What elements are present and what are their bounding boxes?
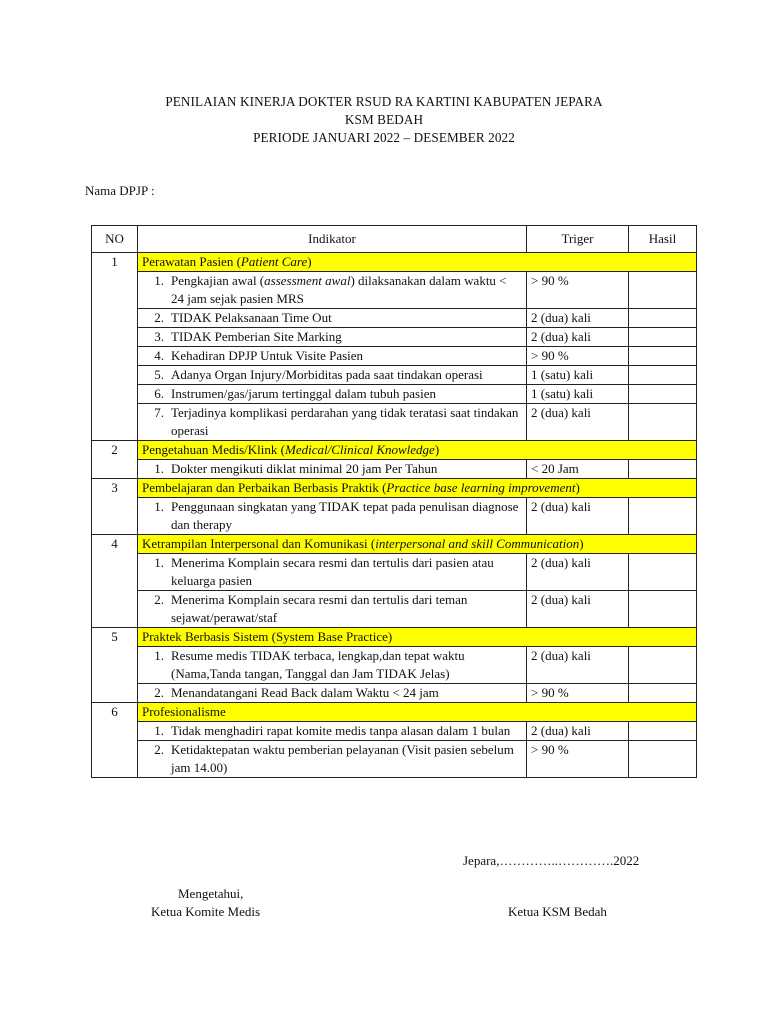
left-signer: Ketua Komite Medis [151, 904, 261, 919]
indicator-cell [138, 366, 527, 385]
section-number: 2 [92, 441, 138, 479]
table-body [92, 253, 697, 778]
indicator-cell [138, 684, 527, 703]
indicator-item [142, 272, 522, 308]
item-number: 2. [154, 310, 164, 325]
table-row [92, 385, 697, 404]
section-title-end: ) [575, 480, 580, 495]
section-title [138, 441, 697, 460]
section-title-text: Ketrampilan Interpersonal dan Komunikasi ( [142, 536, 376, 551]
section-title-end: ) [579, 536, 584, 551]
section-title [138, 253, 697, 272]
hasil-cell[interactable] [629, 684, 697, 703]
hasil-cell[interactable] [629, 647, 697, 684]
item-text [171, 460, 522, 478]
item-number: 7. [154, 405, 164, 420]
item-text [171, 272, 522, 308]
indicator-item [142, 722, 522, 740]
table-header-row [92, 226, 697, 253]
item-text-italic: assessment awal [264, 273, 351, 288]
section-row [92, 703, 697, 722]
table-row [92, 366, 697, 385]
item-text-end: ) dilaksanakan dalam waktu < 24 jam sejak pasien MRS [171, 273, 507, 306]
section-title-italic: interpersonal and skill Communication [375, 536, 580, 551]
item-number: 1. [154, 723, 164, 738]
trigger-cell: 1 (satu) kali [527, 385, 629, 404]
section-title-italic: Practice base learning improvement [386, 480, 576, 495]
table-row [92, 498, 697, 535]
item-number: 6. [154, 386, 164, 401]
section-title-text: Pengetahuan Medis/Klink ( [142, 442, 285, 457]
table-row [92, 741, 697, 778]
indicator-item [142, 647, 522, 683]
section-number: 6 [92, 703, 138, 778]
indicator-item [142, 591, 522, 627]
item-number: 4. [154, 348, 164, 363]
item-text-main: Instrumen/gas/jarum tertinggal dalam tubuh pasien [171, 386, 436, 401]
item-text-main: TIDAK Pelaksanaan Time Out [171, 310, 332, 325]
trigger-cell: > 90 % [527, 347, 629, 366]
title-line-2: KSM BEDAH [344, 112, 424, 127]
section-title [138, 703, 697, 722]
dpjp-name-label: Nama DPJP : [85, 183, 155, 198]
indicator-cell [138, 722, 527, 741]
item-text [171, 328, 522, 346]
item-text [171, 647, 522, 683]
item-text-main: Resume medis TIDAK terbaca, lengkap,dan tepat waktu (Nama,Tanda tangan, Tanggal dan Jam TIDAK Jelas) [171, 648, 465, 681]
section-title [138, 479, 697, 498]
indicator-item [142, 385, 522, 403]
section-title [138, 535, 697, 554]
title-line-3: PERIODE JANUARI 2022 – DESEMBER 2022 [253, 130, 515, 145]
indicator-cell [138, 460, 527, 479]
item-text [171, 347, 522, 365]
hasil-cell[interactable] [629, 741, 697, 778]
header-indikator: Indikator [138, 226, 527, 253]
indicator-item [142, 404, 522, 440]
item-text [171, 366, 522, 384]
section-title-text: Perawatan Pasien ( [142, 254, 241, 269]
section-number: 4 [92, 535, 138, 628]
item-text [171, 404, 522, 440]
section-title-text: Profesionalisme [142, 704, 226, 719]
indicator-item [142, 741, 522, 777]
trigger-cell: > 90 % [527, 684, 629, 703]
hasil-cell[interactable] [629, 722, 697, 741]
place-date: Jepara,…………..………….2022 [463, 853, 640, 868]
document-title [0, 93, 768, 147]
item-text-main: Terjadinya komplikasi perdarahan yang tidak teratasi saat tindakan operasi [171, 405, 519, 438]
item-number: 1. [154, 555, 164, 570]
table-row [92, 684, 697, 703]
item-text-main: Dokter mengikuti diklat minimal 20 jam Per Tahun [171, 461, 438, 476]
indicator-item [142, 328, 522, 346]
item-number: 5. [154, 367, 164, 382]
item-text-main: Pengkajian awal ( [171, 273, 265, 288]
item-number: 2. [154, 742, 164, 757]
trigger-cell: 1 (satu) kali [527, 366, 629, 385]
indicator-cell [138, 591, 527, 628]
title-line-1: PENILAIAN KINERJA DOKTER RSUD RA KARTINI KABUPATEN JEPARA [165, 94, 603, 109]
item-number: 1. [154, 648, 164, 663]
hasil-cell[interactable] [629, 404, 697, 441]
performance-table [91, 225, 697, 778]
hasil-cell[interactable] [629, 385, 697, 404]
section-title [138, 628, 697, 647]
item-text [171, 309, 522, 327]
item-number: 3. [154, 329, 164, 344]
item-text-main: TIDAK Pemberian Site Marking [171, 329, 342, 344]
section-title-text: Pembelajaran dan Perbaikan Berbasis Praktik ( [142, 480, 387, 495]
indicator-item [142, 460, 522, 478]
table-row [92, 328, 697, 347]
section-title-end: ) [434, 442, 440, 457]
hasil-cell[interactable] [629, 460, 697, 479]
section-title-end: ) [307, 254, 312, 269]
header-hasil: Hasil [629, 226, 697, 253]
indicator-item [142, 309, 522, 327]
item-number: 1. [154, 273, 164, 288]
section-row [92, 479, 697, 498]
mengetahui-label: Mengetahui, [178, 886, 244, 901]
section-title-text: Praktek Berbasis Sistem (System Base Practice) [142, 629, 393, 644]
hasil-cell[interactable] [629, 591, 697, 628]
item-number: 2. [154, 685, 164, 700]
item-text-main: Ketidaktepatan waktu pemberian pelayanan (Visit pasien sebelum jam 14.00) [171, 742, 514, 775]
section-row [92, 535, 697, 554]
trigger-cell: 2 (dua) kali [527, 309, 629, 328]
trigger-cell: 2 (dua) kali [527, 554, 629, 591]
table-row [92, 460, 697, 479]
item-text-main: Kehadiran DPJP Untuk Visite Pasien [171, 348, 364, 363]
item-text [171, 385, 522, 403]
trigger-cell: 2 (dua) kali [527, 404, 629, 441]
table-row [92, 404, 697, 441]
section-number: 3 [92, 479, 138, 535]
hasil-cell[interactable] [629, 554, 697, 591]
trigger-cell: 2 (dua) kali [527, 498, 629, 535]
item-text [171, 684, 522, 702]
item-number: 1. [154, 461, 164, 476]
indicator-cell [138, 741, 527, 778]
section-number: 5 [92, 628, 138, 703]
table-row [92, 347, 697, 366]
trigger-cell: 2 (dua) kali [527, 647, 629, 684]
trigger-cell: > 90 % [527, 741, 629, 778]
header-triger: Triger [527, 226, 629, 253]
table-row [92, 722, 697, 741]
item-number: 1. [154, 499, 164, 514]
indicator-cell [138, 385, 527, 404]
indicator-item [142, 554, 522, 590]
table-row [92, 554, 697, 591]
indicator-cell [138, 554, 527, 591]
indicator-item [142, 366, 522, 384]
section-title-italic: Patient Care [240, 254, 308, 269]
indicator-cell [138, 498, 527, 535]
indicator-cell [138, 328, 527, 347]
indicator-cell [138, 309, 527, 328]
header-no: NO [92, 226, 138, 253]
table-row [92, 591, 697, 628]
indicator-item [142, 347, 522, 365]
item-text [171, 591, 522, 627]
hasil-cell[interactable] [629, 272, 697, 309]
table-row [92, 309, 697, 328]
right-signer: Ketua KSM Bedah [508, 904, 607, 919]
table-row [92, 647, 697, 684]
item-number: 2. [154, 592, 164, 607]
trigger-cell: 2 (dua) kali [527, 328, 629, 347]
table-row [92, 272, 697, 309]
hasil-cell[interactable] [629, 328, 697, 347]
indicator-cell [138, 272, 527, 309]
item-text-main: Menerima Komplain secara resmi dan tertulis dari pasien atau keluarga pasien [171, 555, 494, 588]
indicator-item [142, 498, 522, 534]
section-row [92, 441, 697, 460]
item-text [171, 554, 522, 590]
trigger-cell: 2 (dua) kali [527, 722, 629, 741]
indicator-item [142, 684, 522, 702]
item-text [171, 498, 522, 534]
indicator-cell [138, 404, 527, 441]
item-text-main: Tidak menghadiri rapat komite medis tanpa alasan dalam 1 bulan [171, 723, 511, 738]
item-text-main: Menandatangani Read Back dalam Waktu < 24 jam [171, 685, 439, 700]
hasil-cell[interactable] [629, 347, 697, 366]
item-text-main: Menerima Komplain secara resmi dan tertulis dari teman sejawat/perawat/staf [171, 592, 468, 625]
item-text-main: Adanya Organ Injury/Morbiditas pada saat tindakan operasi [171, 367, 483, 382]
hasil-cell[interactable] [629, 366, 697, 385]
hasil-cell[interactable] [629, 309, 697, 328]
section-number: 1 [92, 253, 138, 441]
trigger-cell: > 90 % [527, 272, 629, 309]
section-row [92, 253, 697, 272]
indicator-cell [138, 347, 527, 366]
item-text [171, 722, 522, 740]
item-text [171, 741, 522, 777]
item-text-main: Penggunaan singkatan yang TIDAK tepat pada penulisan diagnose dan therapy [171, 499, 519, 532]
hasil-cell[interactable] [629, 498, 697, 535]
indicator-cell [138, 647, 527, 684]
section-row [92, 628, 697, 647]
trigger-cell: 2 (dua) kali [527, 591, 629, 628]
section-title-italic: Medical/Clinical Knowledge [284, 442, 435, 457]
trigger-cell: < 20 Jam [527, 460, 629, 479]
